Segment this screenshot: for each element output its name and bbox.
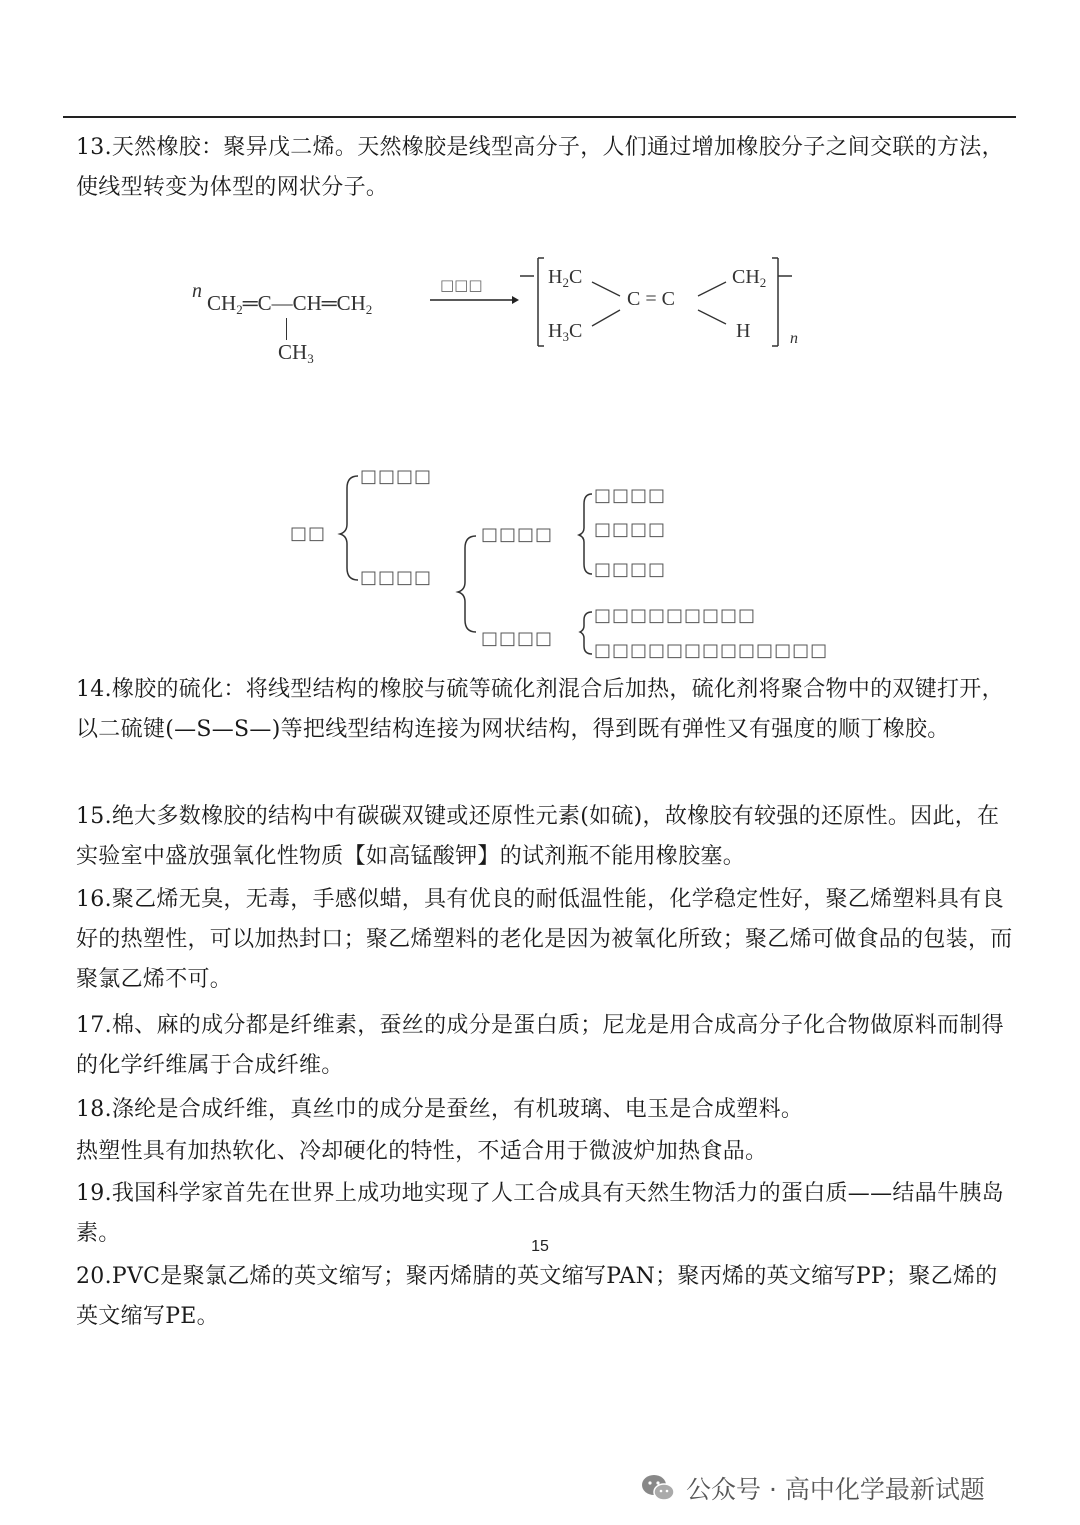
tree-node-b1c: □□□□: [594, 559, 667, 580]
tree-node-b2b: □□□□□□□□□□□□□: [594, 640, 829, 661]
tree-node-b1a: □□□□: [594, 485, 667, 506]
paragraph-20: 20.PVC是聚氯乙烯的英文缩写；聚丙烯腈的英文缩写PAN；聚丙烯的英文缩写PP；聚乙烯的英文缩写PE。: [76, 1264, 998, 1329]
paragraph-17: 17.棉、麻的成分都是纤维素，蚕丝的成分是蛋白质；尼龙是用合成高分子化合物做原料而制得的化学纤维属于合成纤维。: [76, 1013, 1004, 1078]
tree-braces: [0, 0, 1080, 700]
paragraph-16: 16.聚乙烯无臭，无毒，手感似蜡，具有优良的耐低温性能，化学稳定性好，聚乙烯塑料具有良好的热塑性，可以加热封口；聚乙烯塑料的老化是因为被氧化所致；聚乙烯可做食品的包装，而聚氯乙烯不可。: [76, 887, 1013, 992]
tree-node-b: □□□□: [360, 567, 433, 588]
tree-node-b1: □□□□: [481, 524, 554, 545]
paragraph-18a: 18.涤纶是合成纤维，真丝巾的成分是蚕丝，有机玻璃、电玉是合成塑料。: [76, 1097, 804, 1122]
tree-root: □□: [290, 523, 327, 544]
paragraph-14: 14.橡胶的硫化：将线型结构的橡胶与硫等硫化剂混合后加热，硫化剂将聚合物中的双键打开，以二硫键(—S—S—)等把线型结构连接为网状结构，得到既有弹性又有强度的顺丁橡胶。: [76, 677, 1004, 742]
paragraph-18b: 热塑性具有加热软化、冷却硬化的特性，不适合用于微波炉加热食品。: [76, 1139, 768, 1164]
footer-watermark: [640, 1468, 985, 1508]
paragraph-15: 15.绝大多数橡胶的结构中有碳碳双键或还原性元素(如硫)，故橡胶有较强的还原性。因此，在实验室中盛放强氧化性物质【如高锰酸钾】的试剂瓶不能用橡胶塞。: [76, 804, 1000, 869]
n-prefix: n: [192, 280, 202, 302]
polymer-h: H: [736, 320, 751, 342]
tree-node-b1b: □□□□: [594, 519, 667, 540]
polymer-double-bond: C = C: [627, 288, 675, 310]
methyl-branch: $CH_3$: [278, 340, 314, 366]
tree-node-a: □□□□: [360, 466, 433, 487]
paragraph-13: 13.天然橡胶：聚异戊二烯。天然橡胶是线型高分子，人们通过增加橡胶分子之间交联的方法，使线型转变为体型的网状分子。: [76, 135, 1004, 200]
polymer-ch2: $CH_2$: [732, 266, 767, 290]
arrow-condition: □□□: [440, 276, 483, 294]
tree-node-b2: □□□□: [481, 628, 554, 649]
polymer-h3c: $H_3C$: [548, 320, 583, 344]
polymer-n: n: [790, 330, 798, 347]
paragraph-19: 19.我国科学家首先在世界上成功地实现了人工合成具有天然生物活力的蛋白质——结晶牛胰岛素。: [76, 1181, 1004, 1246]
page-number: 15: [531, 1238, 549, 1255]
wechat-icon: [640, 1473, 676, 1503]
tree-node-b2a: □□□□□□□□□: [594, 605, 757, 626]
footer-text: 公众号 · 高中化学最新试题: [686, 1475, 985, 1504]
monomer-formula: $CH_2═C—CH═CH_2$: [207, 291, 373, 317]
polymer-h2c: $H_2C$: [548, 266, 583, 290]
